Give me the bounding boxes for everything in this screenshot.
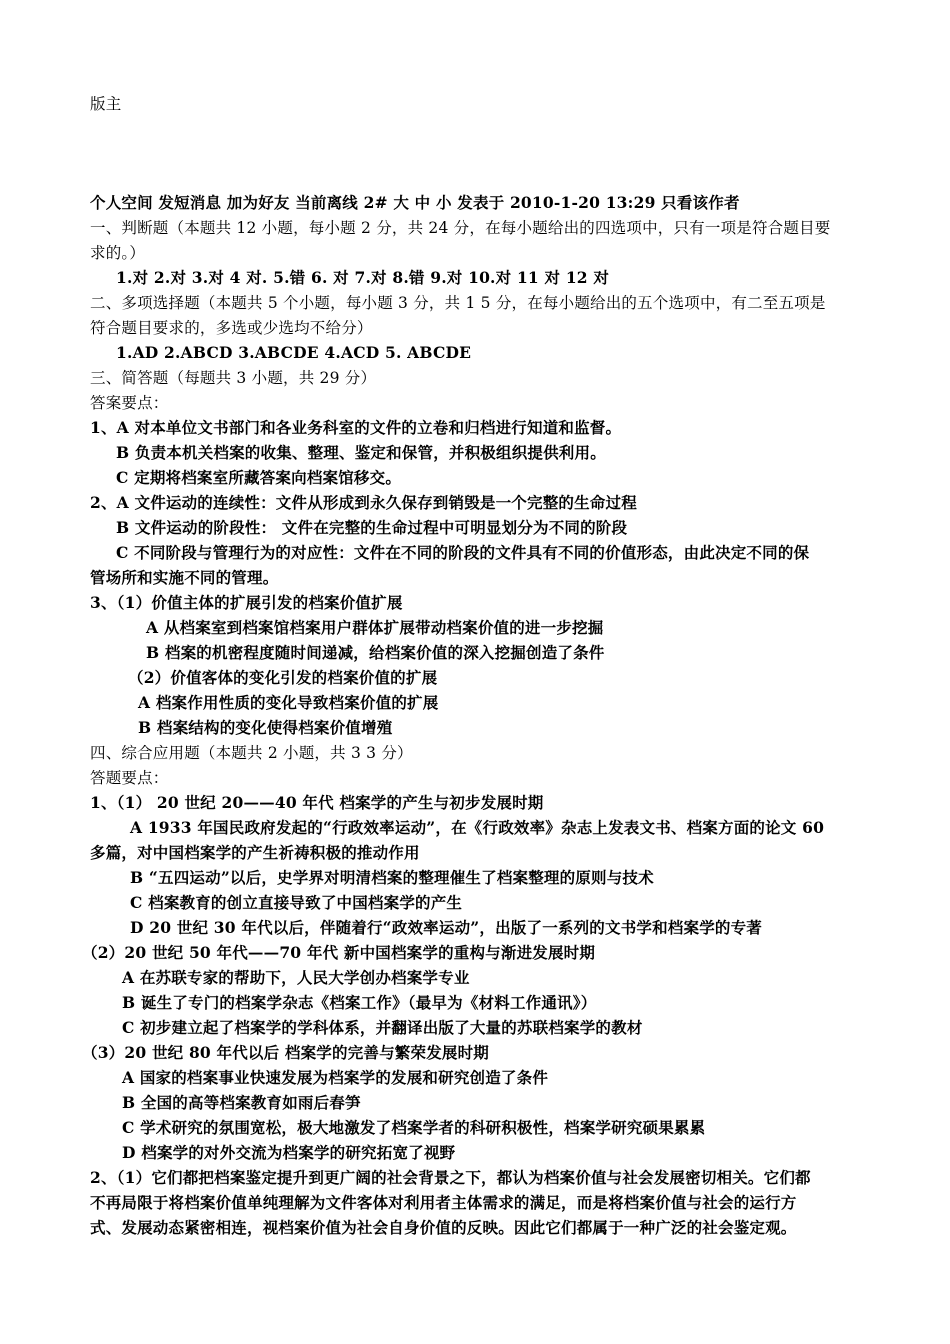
section-4-heading: 四、综合应用题（本题共 2 小题，共 3 3 分） xyxy=(90,744,413,762)
answer-4-1-3d: D 档案学的对外交流为档案学的研究拓宽了视野 xyxy=(122,1143,456,1162)
section-2-heading-cont: 符合题目要求的，多选或少选均不给分） xyxy=(90,319,373,337)
answer-4-1-3a: A 国家的档案事业快速发展为档案学的发展和研究创造了条件 xyxy=(122,1068,549,1087)
section-1-heading: 一、判断题（本题共 12 小题，每小题 2 分，共 24 分，在每小题给出的四选项中，只有一项是符合题目要 xyxy=(90,219,831,237)
header-title: 版主 xyxy=(90,95,122,113)
answer-4-1-2c: C 初步建立起了档案学的学科体系，并翻译出版了大量的苏联档案学的教材 xyxy=(122,1018,643,1037)
answer-4-1-2b: B 诞生了专门的档案学杂志《档案工作》（最早为《材料工作通讯》） xyxy=(122,993,597,1012)
answer-2b: B 文件运动的阶段性： 文件在完整的生命过程中可明显划分为不同的阶段 xyxy=(116,518,628,537)
answer-3-2a: A 档案作用性质的变化导致档案价值的扩展 xyxy=(138,693,439,712)
answer-4-1-2: （2）20 世纪 50 年代——70 年代 新中国档案学的重构与渐进发展时期 xyxy=(82,943,596,962)
answer-4-2-1: 2、（1）它们都把档案鉴定提升到更广阔的社会背景之下，都认为档案价值与社会发展密切相关。它们都 xyxy=(90,1168,811,1187)
answer-4-1-1a-cont: 多篇，对中国档案学的产生祈祷积极的推动作用 xyxy=(90,843,420,862)
section-2-heading: 二、多项选择题（本题共 5 个小题，每小题 3 分，共 1 5 分，在每小题给出的五个选项中，有二至五项是 xyxy=(90,294,826,312)
answer-4-1-3: （3）20 世纪 80 年代以后 档案学的完善与繁荣发展时期 xyxy=(82,1043,490,1062)
answer-1b: B 负责本机关档案的收集、整理、鉴定和保管，并积极组织提供利用。 xyxy=(116,443,606,462)
answer-3-2b: B 档案结构的变化使得档案价值增殖 xyxy=(138,718,393,737)
answer-4-1-1c: C 档案教育的创立直接导致了中国档案学的产生 xyxy=(130,893,463,912)
answer-4-1-2a: A 在苏联专家的帮助下，人民大学创办档案学专业 xyxy=(122,968,470,987)
answer-4-2-1-cont1: 不再局限于将档案价值单纯理解为文件客体对利用者主体需求的满足，而是将档案价值与社会的运行方 xyxy=(90,1193,797,1212)
answer-4-1-1b: B “五四运动”以后，史学界对明清档案的整理催生了档案整理的原则与技术 xyxy=(130,868,654,887)
answer-4-1-1d: D 20 世纪 30 年代以后，伴随着行“政效率运动”，出版了一系列的文书学和档案学的专著 xyxy=(130,918,762,937)
section-1-heading-cont: 求的。） xyxy=(90,244,146,262)
answer-4-2-1-cont2: 式、发展动态紧密相连，视档案价值为社会自身价值的反映。因此它们都属于一种广泛的社会鉴定观。 xyxy=(90,1218,797,1237)
answer-3-2: （2）价值客体的变化引发的档案价值的扩展 xyxy=(128,668,438,687)
answer-1a: 1、A 对本单位文书部门和各业务科室的文件的立卷和归档进行知道和监督。 xyxy=(90,418,622,437)
answer-2c-cont: 管场所和实施不同的管理。 xyxy=(90,568,279,587)
answer-4-1-3b: B 全国的高等档案教育如雨后春笋 xyxy=(122,1093,361,1112)
answer-3-1a: A 从档案室到档案馆档案用户群体扩展带动档案价值的进一步挖掘 xyxy=(146,618,604,637)
answer-3-1: 3、（1）价值主体的扩展引发的档案价值扩展 xyxy=(90,593,403,612)
answer-4-1-1a: A 1933 年国民政府发起的“行政效率运动”，在《行政效率》杂志上发表文书、档案方面的论文 60 xyxy=(130,818,825,837)
answer-1c: C 定期将档案室所藏答案向档案馆移交。 xyxy=(116,468,402,487)
answer-2a: 2、A 文件运动的连续性：文件从形成到永久保存到销毁是一个完整的生命过程 xyxy=(90,493,637,512)
section-3-heading: 三、简答题（每题共 3 小题，共 29 分） xyxy=(90,369,377,387)
answer-key-label: 答案要点： xyxy=(90,394,169,412)
answers-multiple-choice: 1.AD 2.ABCD 3.ABCDE 4.ACD 5. ABCDE xyxy=(116,343,472,362)
answer-3-1b: B 档案的机密程度随时间递减，给档案价值的深入挖掘创造了条件 xyxy=(146,643,605,662)
answer-4-1-3c: C 学术研究的氛围宽松，极大地激发了档案学者的科研积极性，档案学研究硕果累累 xyxy=(122,1118,706,1137)
post-meta: 个人空间 发短消息 加为好友 当前离线 2# 大 中 小 发表于 2010-1-20 13:29 只看该作者 xyxy=(90,193,740,212)
answer-4-1-1: 1、（1） 20 世纪 20——40 年代 档案学的产生与初步发展时期 xyxy=(90,793,544,812)
answers-true-false: 1.对 2.对 3.对 4 对. 5.错 6. 对 7.对 8.错 9.对 10.对 11 对 12 对 xyxy=(116,268,610,287)
answer-2c: C 不同阶段与管理行为的对应性：文件在不同的阶段的文件具有不同的价值形态，由此决定不同的保 xyxy=(116,543,810,562)
answer-points-label: 答题要点： xyxy=(90,769,169,787)
